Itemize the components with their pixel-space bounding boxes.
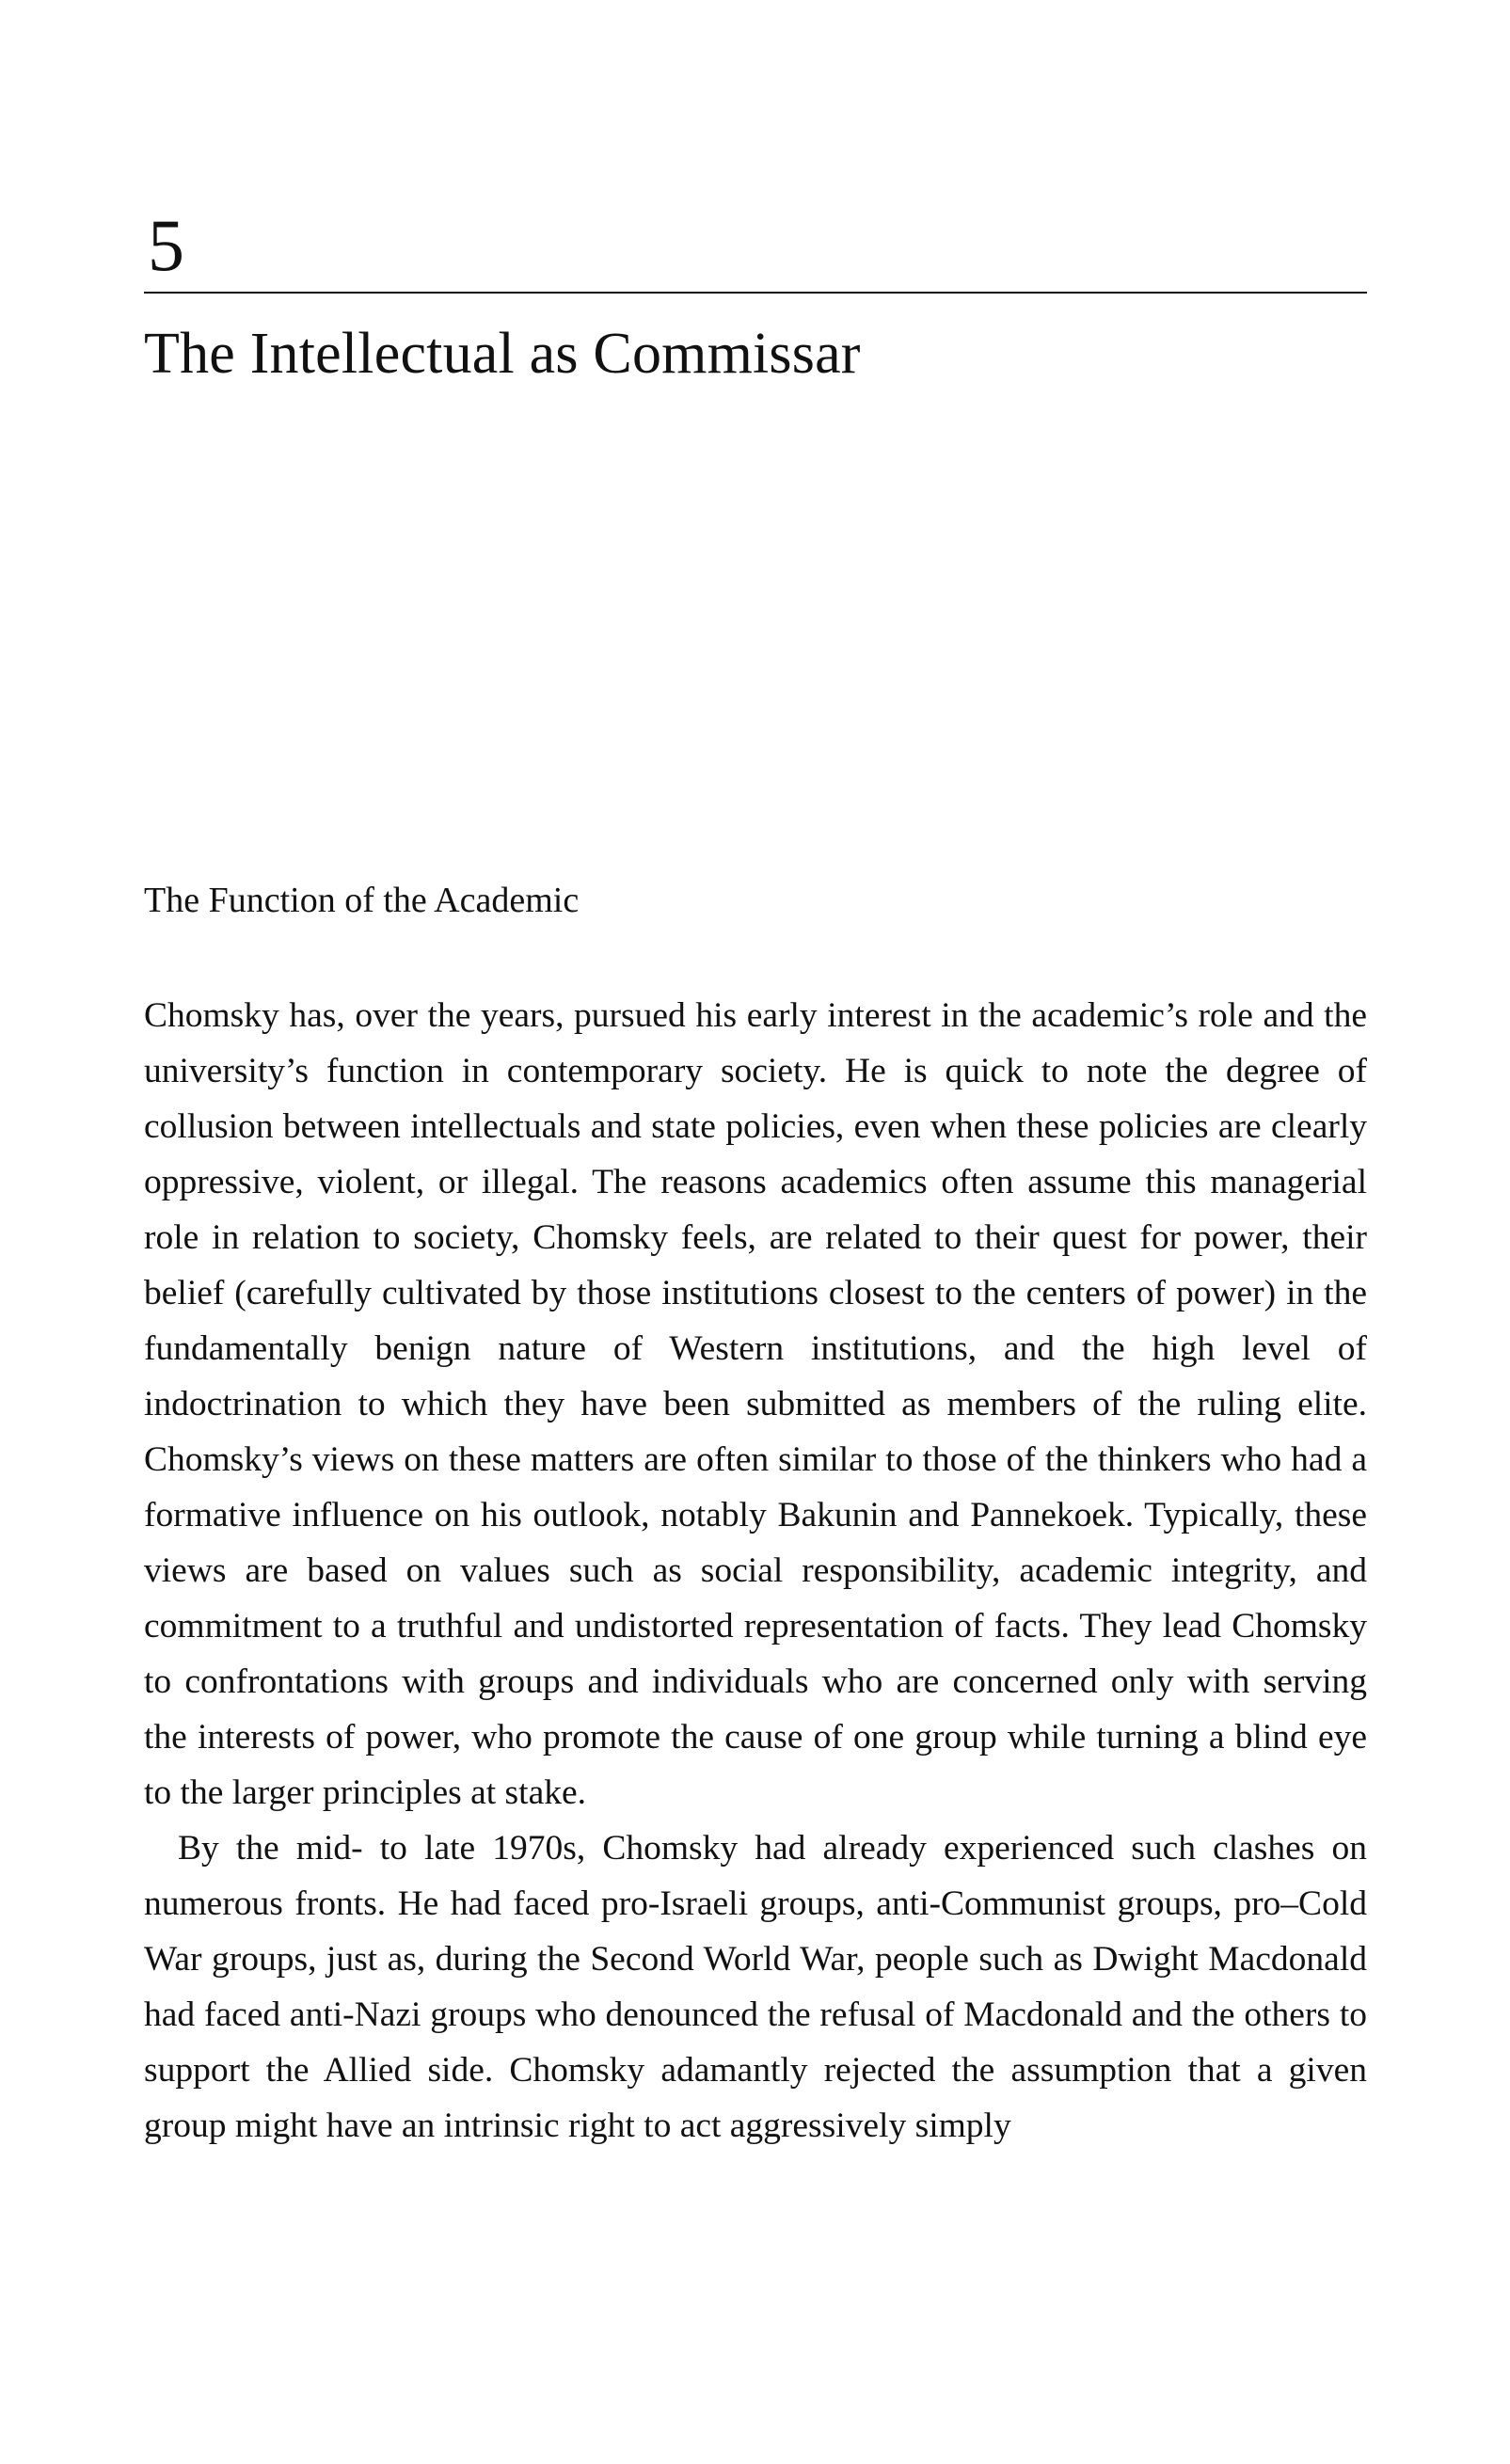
chapter-header — [144, 204, 1367, 386]
section-heading: The Function of the Academic — [144, 881, 580, 920]
chapter-number: 5 — [148, 204, 184, 286]
chapter-rule — [144, 292, 1367, 294]
paragraph-1: Chomsky has, over the years, pursued his early interest in the academic’s role and the university’s function in contemporary society. He is quick to note the degree of collusion between intellectuals and state policies, even when these policies are clearly oppressive, violent, or illegal. The reasons academics often assume this managerial role in relation to society, Chomsky feels, are related to their quest for power, their belief (carefully cultivated by those institutions closest to the centers of power) in the fundamentally benign nature of Western institutions, and the high level of indoctrination to which they have been submitted as members of the ruling elite. Chomsky’s views on these matters are often similar to those of the thinkers who had a formative influence on his outlook, notably Bakunin and Pannekoek. Typically, these views are based on values such as social responsibility, academic integrity, and commitment to a truthful and undistorted representation of facts. They lead Chomsky to confrontations with groups and individuals who are concerned only with serving the interests of power, who promote the cause of one group while turning a blind eye to the larger principles at stake. — [144, 996, 1367, 1812]
paragraph-2: By the mid- to late 1970s, Chomsky had already experienced such clashes on numerous fronts. He had faced pro-Israeli groups, anti-Communist groups, pro–Cold War groups, just as, during the Second World War, people such as Dwight Macdonald had faced anti-Nazi groups who denounced the refusal of Macdonald and the others to support the Allied side. Chomsky adamantly rejected the assumption that a given group might have an intrinsic right to act aggressively simply — [144, 1829, 1367, 2145]
chapter-title: The Intellectual as Commissar — [144, 322, 861, 386]
body-text — [144, 988, 1367, 2154]
